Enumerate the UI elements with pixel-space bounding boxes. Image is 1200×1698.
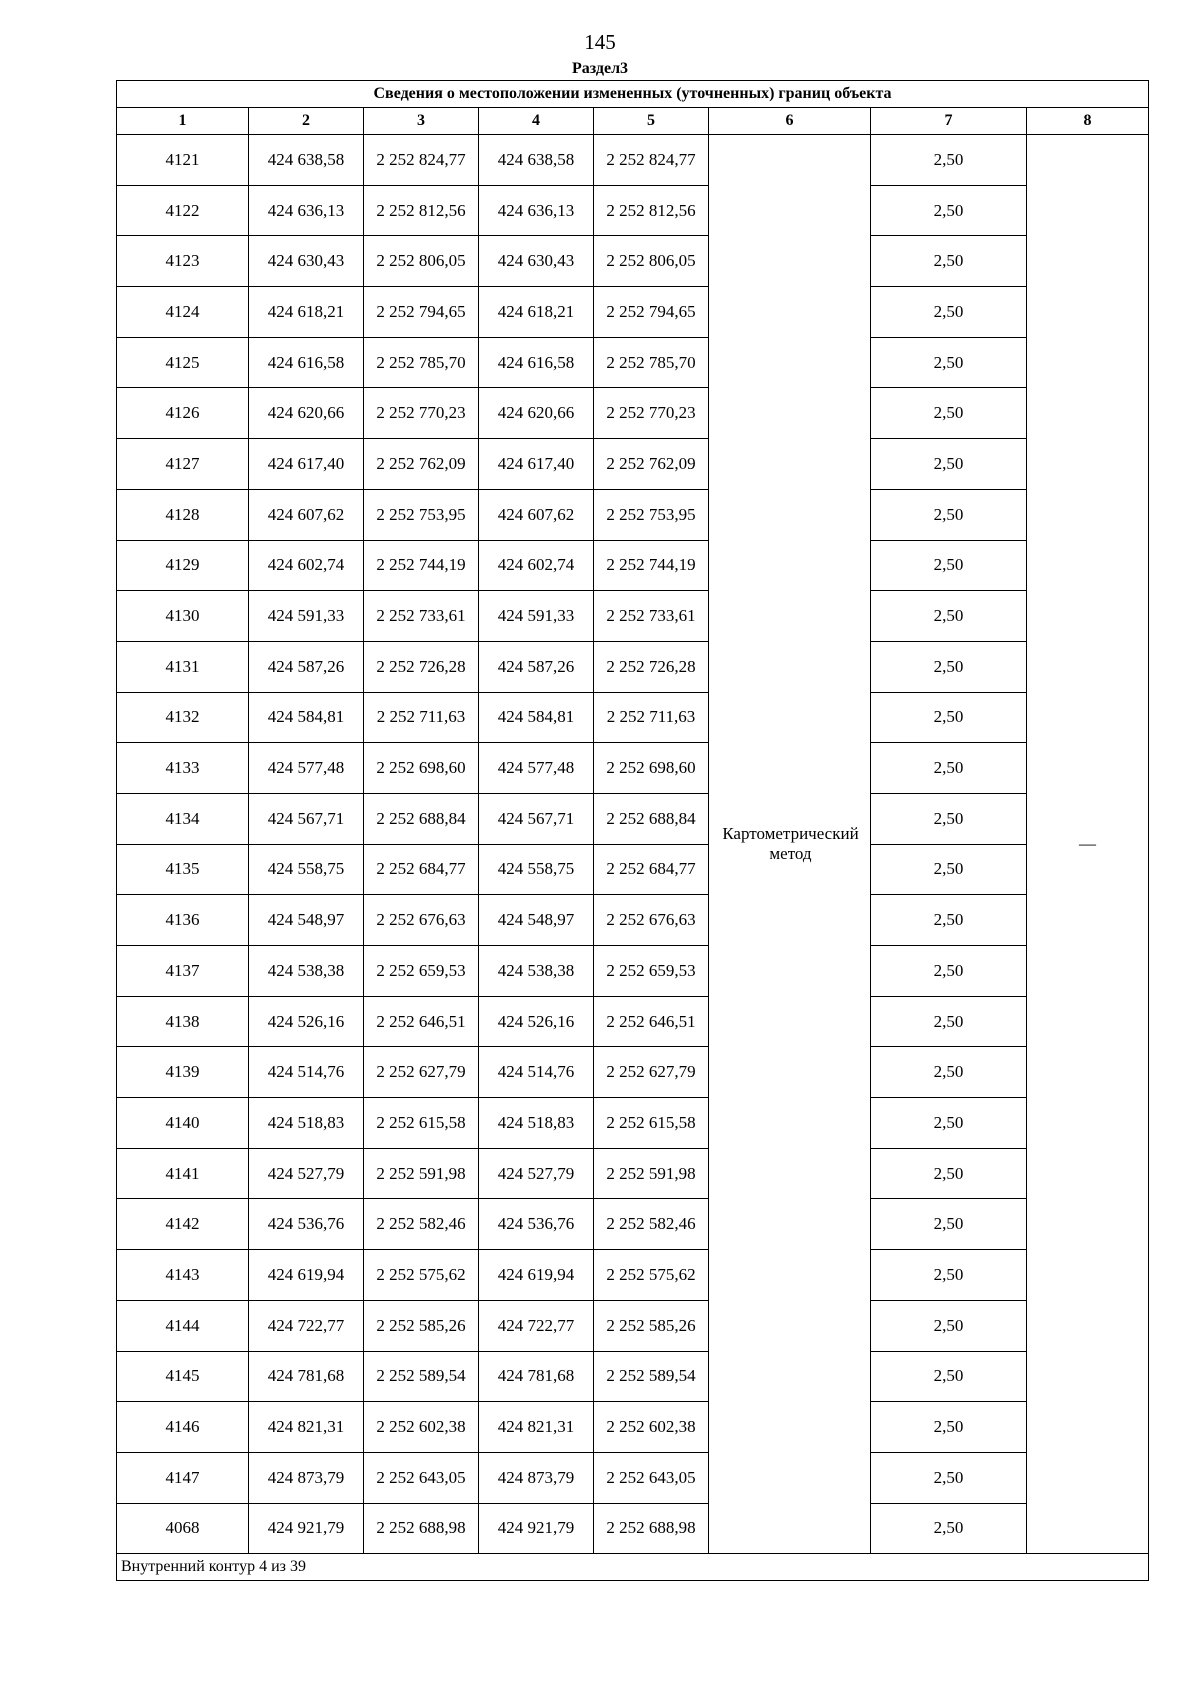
point-number-cell: 4144 bbox=[117, 1300, 249, 1351]
x-old-cell: 424 618,21 bbox=[249, 287, 364, 338]
accuracy-cell: 2,50 bbox=[871, 1351, 1027, 1402]
x-new-cell: 424 558,75 bbox=[479, 844, 594, 895]
y-new-cell: 2 252 698,60 bbox=[594, 743, 709, 794]
y-new-cell: 2 252 794,65 bbox=[594, 287, 709, 338]
y-old-cell: 2 252 744,19 bbox=[364, 540, 479, 591]
x-old-cell: 424 584,81 bbox=[249, 692, 364, 743]
table-row bbox=[117, 1351, 1149, 1402]
point-number-cell: 4132 bbox=[117, 692, 249, 743]
x-new-cell: 424 619,94 bbox=[479, 1250, 594, 1301]
table-row bbox=[117, 1098, 1149, 1149]
y-old-cell: 2 252 575,62 bbox=[364, 1250, 479, 1301]
x-old-cell: 424 638,58 bbox=[249, 135, 364, 186]
x-new-cell: 424 636,13 bbox=[479, 185, 594, 236]
point-number-cell: 4141 bbox=[117, 1148, 249, 1199]
table-row bbox=[117, 1250, 1149, 1301]
x-new-cell: 424 587,26 bbox=[479, 641, 594, 692]
page-number: 145 bbox=[584, 30, 616, 54]
x-new-cell: 424 620,66 bbox=[479, 388, 594, 439]
column-number-1: 1 bbox=[117, 108, 249, 135]
y-new-cell: 2 252 812,56 bbox=[594, 185, 709, 236]
x-old-cell: 424 587,26 bbox=[249, 641, 364, 692]
table-row bbox=[117, 1148, 1149, 1199]
accuracy-cell: 2,50 bbox=[871, 641, 1027, 692]
column-number-4: 4 bbox=[479, 108, 594, 135]
y-old-cell: 2 252 794,65 bbox=[364, 287, 479, 338]
accuracy-cell: 2,50 bbox=[871, 1098, 1027, 1149]
x-new-cell: 424 607,62 bbox=[479, 489, 594, 540]
y-new-cell: 2 252 726,28 bbox=[594, 641, 709, 692]
y-old-cell: 2 252 770,23 bbox=[364, 388, 479, 439]
accuracy-cell: 2,50 bbox=[871, 287, 1027, 338]
point-number-cell: 4122 bbox=[117, 185, 249, 236]
table-row bbox=[117, 1452, 1149, 1503]
y-old-cell: 2 252 785,70 bbox=[364, 337, 479, 388]
point-number-cell: 4136 bbox=[117, 895, 249, 946]
x-new-cell: 424 548,97 bbox=[479, 895, 594, 946]
x-new-cell: 424 821,31 bbox=[479, 1402, 594, 1453]
point-number-cell: 4128 bbox=[117, 489, 249, 540]
x-new-cell: 424 722,77 bbox=[479, 1300, 594, 1351]
method-cell: Картометрический метод bbox=[709, 135, 871, 1554]
x-old-cell: 424 722,77 bbox=[249, 1300, 364, 1351]
accuracy-cell: 2,50 bbox=[871, 692, 1027, 743]
column-number-6: 6 bbox=[709, 108, 871, 135]
y-new-cell: 2 252 575,62 bbox=[594, 1250, 709, 1301]
table-row bbox=[117, 287, 1149, 338]
x-new-cell: 424 591,33 bbox=[479, 591, 594, 642]
column-number-5: 5 bbox=[594, 108, 709, 135]
x-old-cell: 424 781,68 bbox=[249, 1351, 364, 1402]
x-old-cell: 424 630,43 bbox=[249, 236, 364, 287]
point-number-cell: 4140 bbox=[117, 1098, 249, 1149]
y-old-cell: 2 252 582,46 bbox=[364, 1199, 479, 1250]
x-old-cell: 424 873,79 bbox=[249, 1452, 364, 1503]
accuracy-cell: 2,50 bbox=[871, 1199, 1027, 1250]
x-new-cell: 424 584,81 bbox=[479, 692, 594, 743]
point-number-cell: 4123 bbox=[117, 236, 249, 287]
table-row bbox=[117, 793, 1149, 844]
point-number-cell: 4133 bbox=[117, 743, 249, 794]
y-old-cell: 2 252 812,56 bbox=[364, 185, 479, 236]
table-row bbox=[117, 946, 1149, 997]
x-new-cell: 424 577,48 bbox=[479, 743, 594, 794]
y-old-cell: 2 252 762,09 bbox=[364, 439, 479, 490]
y-new-cell: 2 252 627,79 bbox=[594, 1047, 709, 1098]
table-row bbox=[117, 337, 1149, 388]
y-old-cell: 2 252 733,61 bbox=[364, 591, 479, 642]
table-row bbox=[117, 388, 1149, 439]
y-new-cell: 2 252 753,95 bbox=[594, 489, 709, 540]
column-number-3: 3 bbox=[364, 108, 479, 135]
y-old-cell: 2 252 646,51 bbox=[364, 996, 479, 1047]
accuracy-cell: 2,50 bbox=[871, 1047, 1027, 1098]
table-row bbox=[117, 895, 1149, 946]
accuracy-cell: 2,50 bbox=[871, 946, 1027, 997]
accuracy-cell: 2,50 bbox=[871, 996, 1027, 1047]
x-new-cell: 424 638,58 bbox=[479, 135, 594, 186]
table-caption: Сведения о местоположении измененных (уточненных) границ объекта bbox=[117, 81, 1149, 108]
x-old-cell: 424 602,74 bbox=[249, 540, 364, 591]
y-old-cell: 2 252 602,38 bbox=[364, 1402, 479, 1453]
x-old-cell: 424 617,40 bbox=[249, 439, 364, 490]
table-footer: Внутренний контур 4 из 39 bbox=[117, 1554, 1149, 1581]
accuracy-cell: 2,50 bbox=[871, 236, 1027, 287]
x-old-cell: 424 591,33 bbox=[249, 591, 364, 642]
point-number-cell: 4137 bbox=[117, 946, 249, 997]
x-old-cell: 424 821,31 bbox=[249, 1402, 364, 1453]
accuracy-cell: 2,50 bbox=[871, 1402, 1027, 1453]
point-number-cell: 4129 bbox=[117, 540, 249, 591]
x-old-cell: 424 538,38 bbox=[249, 946, 364, 997]
y-new-cell: 2 252 589,54 bbox=[594, 1351, 709, 1402]
y-old-cell: 2 252 684,77 bbox=[364, 844, 479, 895]
column-number-2: 2 bbox=[249, 108, 364, 135]
table-row bbox=[117, 489, 1149, 540]
point-number-cell: 4146 bbox=[117, 1402, 249, 1453]
y-old-cell: 2 252 627,79 bbox=[364, 1047, 479, 1098]
y-new-cell: 2 252 615,58 bbox=[594, 1098, 709, 1149]
table-row bbox=[117, 236, 1149, 287]
y-new-cell: 2 252 770,23 bbox=[594, 388, 709, 439]
coordinates-table bbox=[116, 80, 1149, 1581]
point-number-cell: 4135 bbox=[117, 844, 249, 895]
table-row bbox=[117, 540, 1149, 591]
x-old-cell: 424 514,76 bbox=[249, 1047, 364, 1098]
point-number-cell: 4147 bbox=[117, 1452, 249, 1503]
table-row bbox=[117, 439, 1149, 490]
y-new-cell: 2 252 585,26 bbox=[594, 1300, 709, 1351]
x-new-cell: 424 536,76 bbox=[479, 1199, 594, 1250]
column-number-row bbox=[117, 108, 1149, 135]
x-old-cell: 424 607,62 bbox=[249, 489, 364, 540]
point-number-cell: 4145 bbox=[117, 1351, 249, 1402]
table-row bbox=[117, 692, 1149, 743]
x-old-cell: 424 518,83 bbox=[249, 1098, 364, 1149]
accuracy-cell: 2,50 bbox=[871, 1148, 1027, 1199]
x-old-cell: 424 526,16 bbox=[249, 996, 364, 1047]
x-old-cell: 424 577,48 bbox=[249, 743, 364, 794]
table-row bbox=[117, 743, 1149, 794]
table-row bbox=[117, 135, 1149, 186]
y-old-cell: 2 252 643,05 bbox=[364, 1452, 479, 1503]
table-row bbox=[117, 591, 1149, 642]
table-row bbox=[117, 1047, 1149, 1098]
point-number-cell: 4143 bbox=[117, 1250, 249, 1301]
x-old-cell: 424 620,66 bbox=[249, 388, 364, 439]
y-new-cell: 2 252 744,19 bbox=[594, 540, 709, 591]
y-old-cell: 2 252 585,26 bbox=[364, 1300, 479, 1351]
accuracy-cell: 2,50 bbox=[871, 185, 1027, 236]
y-new-cell: 2 252 659,53 bbox=[594, 946, 709, 997]
table-row bbox=[117, 1199, 1149, 1250]
y-old-cell: 2 252 591,98 bbox=[364, 1148, 479, 1199]
y-old-cell: 2 252 806,05 bbox=[364, 236, 479, 287]
y-new-cell: 2 252 688,84 bbox=[594, 793, 709, 844]
x-new-cell: 424 526,16 bbox=[479, 996, 594, 1047]
accuracy-cell: 2,50 bbox=[871, 135, 1027, 186]
x-new-cell: 424 873,79 bbox=[479, 1452, 594, 1503]
y-new-cell: 2 252 643,05 bbox=[594, 1452, 709, 1503]
accuracy-cell: 2,50 bbox=[871, 743, 1027, 794]
table-row bbox=[117, 844, 1149, 895]
accuracy-cell: 2,50 bbox=[871, 1452, 1027, 1503]
accuracy-cell: 2,50 bbox=[871, 844, 1027, 895]
accuracy-cell: 2,50 bbox=[871, 489, 1027, 540]
y-new-cell: 2 252 684,77 bbox=[594, 844, 709, 895]
point-number-cell: 4124 bbox=[117, 287, 249, 338]
accuracy-cell: 2,50 bbox=[871, 895, 1027, 946]
y-old-cell: 2 252 615,58 bbox=[364, 1098, 479, 1149]
x-old-cell: 424 536,76 bbox=[249, 1199, 364, 1250]
x-new-cell: 424 567,71 bbox=[479, 793, 594, 844]
x-old-cell: 424 527,79 bbox=[249, 1148, 364, 1199]
section-title: Раздел3 bbox=[571, 60, 629, 77]
x-new-cell: 424 617,40 bbox=[479, 439, 594, 490]
table-row bbox=[117, 1402, 1149, 1453]
column8-cell: — bbox=[1027, 135, 1149, 1554]
column-number-8: 8 bbox=[1027, 108, 1149, 135]
y-new-cell: 2 252 602,38 bbox=[594, 1402, 709, 1453]
y-old-cell: 2 252 698,60 bbox=[364, 743, 479, 794]
y-new-cell: 2 252 762,09 bbox=[594, 439, 709, 490]
x-new-cell: 424 538,38 bbox=[479, 946, 594, 997]
y-old-cell: 2 252 688,98 bbox=[364, 1503, 479, 1554]
x-old-cell: 424 636,13 bbox=[249, 185, 364, 236]
y-old-cell: 2 252 726,28 bbox=[364, 641, 479, 692]
y-new-cell: 2 252 806,05 bbox=[594, 236, 709, 287]
accuracy-cell: 2,50 bbox=[871, 540, 1027, 591]
point-number-cell: 4125 bbox=[117, 337, 249, 388]
accuracy-cell: 2,50 bbox=[871, 1250, 1027, 1301]
point-number-cell: 4121 bbox=[117, 135, 249, 186]
y-new-cell: 2 252 582,46 bbox=[594, 1199, 709, 1250]
point-number-cell: 4134 bbox=[117, 793, 249, 844]
y-new-cell: 2 252 591,98 bbox=[594, 1148, 709, 1199]
point-number-cell: 4142 bbox=[117, 1199, 249, 1250]
point-number-cell: 4127 bbox=[117, 439, 249, 490]
y-old-cell: 2 252 824,77 bbox=[364, 135, 479, 186]
table-row bbox=[117, 641, 1149, 692]
x-new-cell: 424 630,43 bbox=[479, 236, 594, 287]
table-body bbox=[117, 135, 1149, 1554]
x-old-cell: 424 921,79 bbox=[249, 1503, 364, 1554]
y-old-cell: 2 252 589,54 bbox=[364, 1351, 479, 1402]
y-new-cell: 2 252 688,98 bbox=[594, 1503, 709, 1554]
accuracy-cell: 2,50 bbox=[871, 591, 1027, 642]
accuracy-cell: 2,50 bbox=[871, 388, 1027, 439]
x-new-cell: 424 618,21 bbox=[479, 287, 594, 338]
y-new-cell: 2 252 733,61 bbox=[594, 591, 709, 642]
point-number-cell: 4068 bbox=[117, 1503, 249, 1554]
x-new-cell: 424 527,79 bbox=[479, 1148, 594, 1199]
accuracy-cell: 2,50 bbox=[871, 1300, 1027, 1351]
point-number-cell: 4130 bbox=[117, 591, 249, 642]
y-new-cell: 2 252 646,51 bbox=[594, 996, 709, 1047]
point-number-cell: 4126 bbox=[117, 388, 249, 439]
y-new-cell: 2 252 711,63 bbox=[594, 692, 709, 743]
x-old-cell: 424 619,94 bbox=[249, 1250, 364, 1301]
accuracy-cell: 2,50 bbox=[871, 793, 1027, 844]
x-new-cell: 424 781,68 bbox=[479, 1351, 594, 1402]
y-new-cell: 2 252 785,70 bbox=[594, 337, 709, 388]
table-row bbox=[117, 1300, 1149, 1351]
y-old-cell: 2 252 659,53 bbox=[364, 946, 479, 997]
x-new-cell: 424 514,76 bbox=[479, 1047, 594, 1098]
y-old-cell: 2 252 711,63 bbox=[364, 692, 479, 743]
column-number-7: 7 bbox=[871, 108, 1027, 135]
point-number-cell: 4138 bbox=[117, 996, 249, 1047]
x-old-cell: 424 567,71 bbox=[249, 793, 364, 844]
x-new-cell: 424 518,83 bbox=[479, 1098, 594, 1149]
accuracy-cell: 2,50 bbox=[871, 439, 1027, 490]
table-row bbox=[117, 1503, 1149, 1554]
y-new-cell: 2 252 676,63 bbox=[594, 895, 709, 946]
y-old-cell: 2 252 688,84 bbox=[364, 793, 479, 844]
accuracy-cell: 2,50 bbox=[871, 1503, 1027, 1554]
y-old-cell: 2 252 753,95 bbox=[364, 489, 479, 540]
table-row bbox=[117, 185, 1149, 236]
y-old-cell: 2 252 676,63 bbox=[364, 895, 479, 946]
y-new-cell: 2 252 824,77 bbox=[594, 135, 709, 186]
x-old-cell: 424 558,75 bbox=[249, 844, 364, 895]
accuracy-cell: 2,50 bbox=[871, 337, 1027, 388]
x-new-cell: 424 921,79 bbox=[479, 1503, 594, 1554]
x-old-cell: 424 616,58 bbox=[249, 337, 364, 388]
x-old-cell: 424 548,97 bbox=[249, 895, 364, 946]
table-row bbox=[117, 996, 1149, 1047]
x-new-cell: 424 616,58 bbox=[479, 337, 594, 388]
x-new-cell: 424 602,74 bbox=[479, 540, 594, 591]
point-number-cell: 4139 bbox=[117, 1047, 249, 1098]
point-number-cell: 4131 bbox=[117, 641, 249, 692]
